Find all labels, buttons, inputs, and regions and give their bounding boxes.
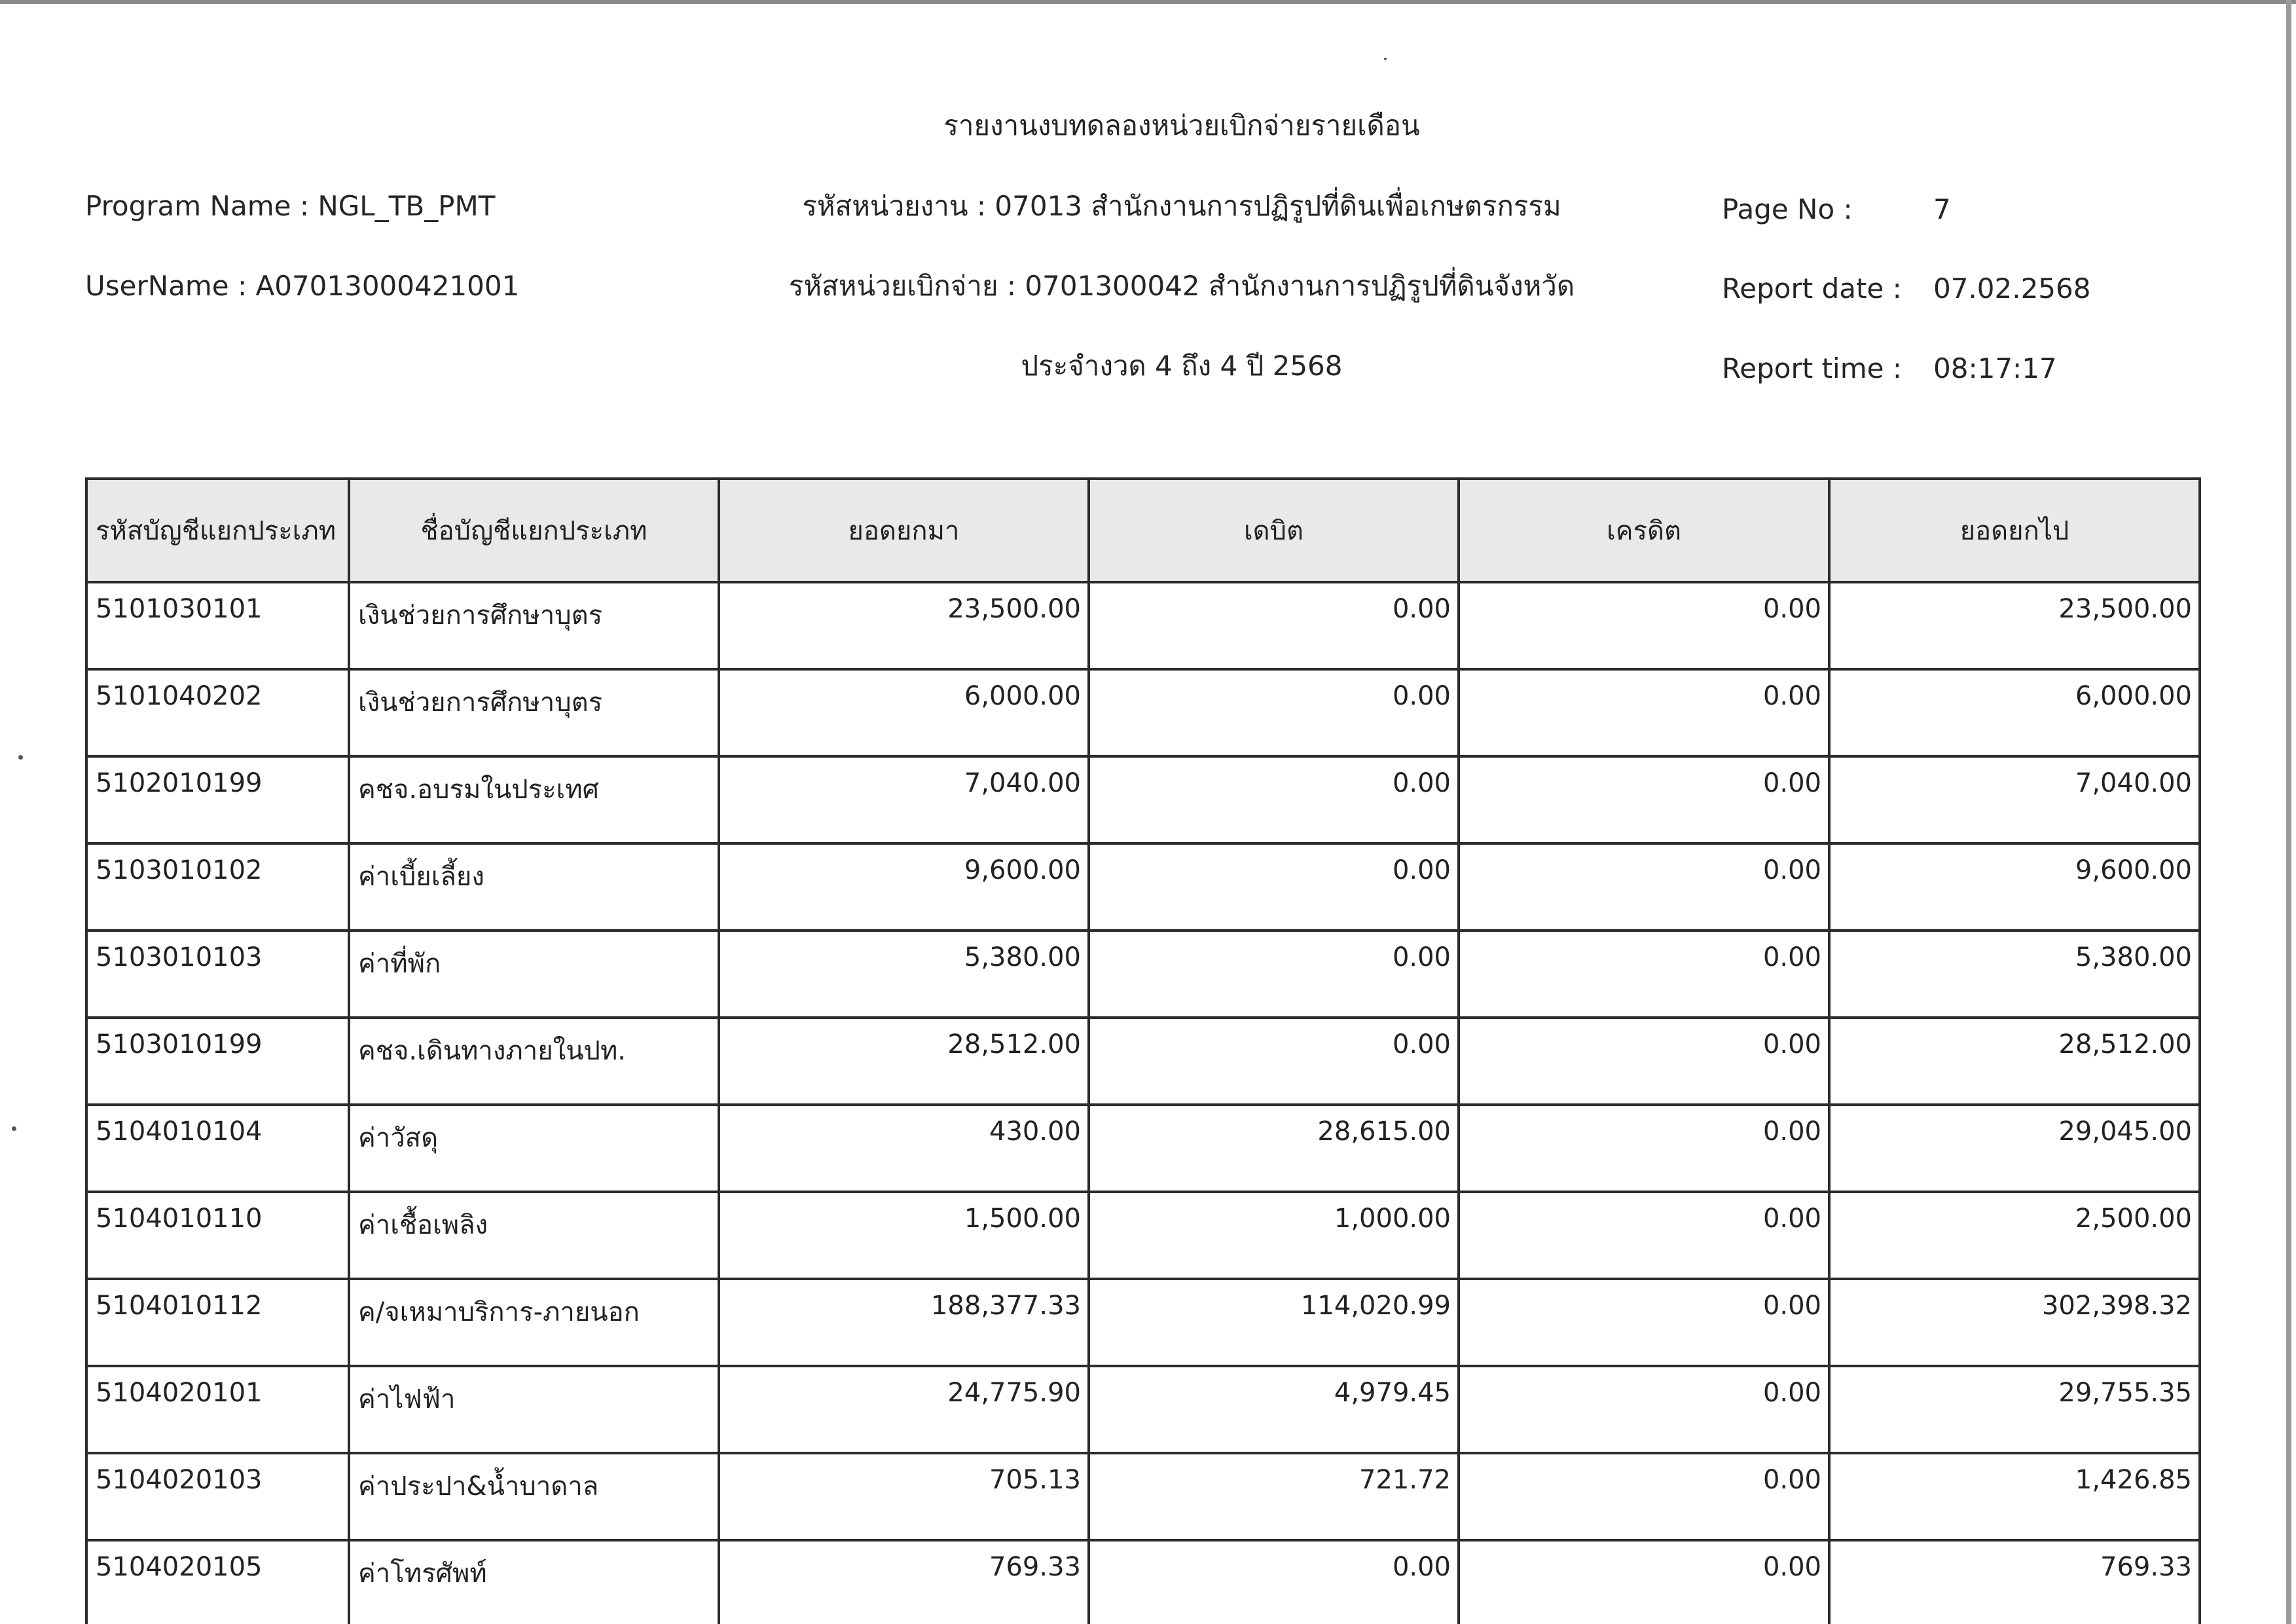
table-row bbox=[86, 843, 2200, 931]
account-code-cell: 5101030101 bbox=[86, 582, 349, 669]
closing-balance-cell: 769.33 bbox=[1829, 1540, 2200, 1624]
opening-balance-cell: 28,512.00 bbox=[719, 1018, 1089, 1105]
debit-cell: 721.72 bbox=[1089, 1453, 1459, 1540]
scan-speck bbox=[1384, 58, 1387, 60]
table-row bbox=[86, 1366, 2200, 1453]
page-no-value: 7 bbox=[1933, 193, 1951, 225]
account-code-cell: 5103010103 bbox=[86, 931, 349, 1018]
table-row bbox=[86, 582, 2200, 669]
disbursing-unit-code: รหัสหน่วยเบิกจ่าย : 0701300042 สำนักงานการปฏิรูปที่ดินจังหวัด bbox=[788, 270, 1575, 302]
scan-speck bbox=[18, 755, 23, 760]
debit-cell: 0.00 bbox=[1089, 843, 1459, 931]
account-code-cell: 5104010104 bbox=[86, 1105, 349, 1192]
account-name-cell: ค่าประปา&น้ำบาดาล bbox=[349, 1453, 719, 1540]
opening-balance-cell: 5,380.00 bbox=[719, 931, 1089, 1018]
debit-cell: 0.00 bbox=[1089, 756, 1459, 843]
credit-cell: 0.00 bbox=[1459, 1105, 1829, 1192]
credit-cell: 0.00 bbox=[1459, 1192, 1829, 1279]
table-row bbox=[86, 1018, 2200, 1105]
account-code-cell: 5101040202 bbox=[86, 669, 349, 756]
debit-cell: 0.00 bbox=[1089, 931, 1459, 1018]
header-account-name: ชื่อบัญชีแยกประเภท bbox=[349, 479, 719, 582]
account-name-cell: ค/จเหมาบริการ-ภายนอก bbox=[349, 1279, 719, 1366]
closing-balance-cell: 23,500.00 bbox=[1829, 582, 2200, 669]
report-time-label: Report time : bbox=[1722, 352, 1902, 384]
page-no-label: Page No : bbox=[1722, 193, 1853, 225]
table-row bbox=[86, 1279, 2200, 1366]
header-opening-balance: ยอดยกมา bbox=[719, 479, 1089, 582]
closing-balance-cell: 2,500.00 bbox=[1829, 1192, 2200, 1279]
opening-balance-cell: 7,040.00 bbox=[719, 756, 1089, 843]
debit-cell: 1,000.00 bbox=[1089, 1192, 1459, 1279]
opening-balance-cell: 24,775.90 bbox=[719, 1366, 1089, 1453]
closing-balance-cell: 28,512.00 bbox=[1829, 1018, 2200, 1105]
report-period: ประจำงวด 4 ถึง 4 ปี 2568 bbox=[1021, 350, 1343, 382]
opening-balance-cell: 769.33 bbox=[719, 1540, 1089, 1624]
debit-cell: 0.00 bbox=[1089, 669, 1459, 756]
credit-cell: 0.00 bbox=[1459, 1453, 1829, 1540]
credit-cell: 0.00 bbox=[1459, 1540, 1829, 1624]
scan-right-edge bbox=[2286, 0, 2291, 1624]
scan-speck bbox=[12, 1126, 16, 1131]
closing-balance-cell: 29,045.00 bbox=[1829, 1105, 2200, 1192]
debit-cell: 114,020.99 bbox=[1089, 1279, 1459, 1366]
credit-cell: 0.00 bbox=[1459, 669, 1829, 756]
table-body bbox=[86, 582, 2200, 1624]
scan-top-edge bbox=[0, 0, 2296, 4]
closing-balance-cell: 7,040.00 bbox=[1829, 756, 2200, 843]
credit-cell: 0.00 bbox=[1459, 931, 1829, 1018]
account-code-cell: 5104010110 bbox=[86, 1192, 349, 1279]
report-title: รายงานงบทดลองหน่วยเบิกจ่ายรายเดือน bbox=[943, 109, 1420, 141]
account-name-cell: ค่าโทรศัพท์ bbox=[349, 1540, 719, 1624]
account-code-cell: 5104020103 bbox=[86, 1453, 349, 1540]
closing-balance-cell: 29,755.35 bbox=[1829, 1366, 2200, 1453]
credit-cell: 0.00 bbox=[1459, 756, 1829, 843]
credit-cell: 0.00 bbox=[1459, 1279, 1829, 1366]
account-code-cell: 5104020101 bbox=[86, 1366, 349, 1453]
closing-balance-cell: 6,000.00 bbox=[1829, 669, 2200, 756]
account-name-cell: ค่าวัสดุ bbox=[349, 1105, 719, 1192]
opening-balance-cell: 1,500.00 bbox=[719, 1192, 1089, 1279]
header-closing-balance: ยอดยกไป bbox=[1829, 479, 2200, 582]
report-date-label: Report date : bbox=[1722, 272, 1902, 304]
account-name-cell: ค่าเชื้อเพลิง bbox=[349, 1192, 719, 1279]
credit-cell: 0.00 bbox=[1459, 582, 1829, 669]
trial-balance-table bbox=[85, 477, 2201, 1624]
report-date-value: 07.02.2568 bbox=[1933, 272, 2091, 304]
opening-balance-cell: 430.00 bbox=[719, 1105, 1089, 1192]
account-name-cell: คชจ.เดินทางภายในปท. bbox=[349, 1018, 719, 1105]
debit-cell: 4,979.45 bbox=[1089, 1366, 1459, 1453]
closing-balance-cell: 302,398.32 bbox=[1829, 1279, 2200, 1366]
opening-balance-cell: 6,000.00 bbox=[719, 669, 1089, 756]
account-code-cell: 5102010199 bbox=[86, 756, 349, 843]
opening-balance-cell: 705.13 bbox=[719, 1453, 1089, 1540]
debit-cell: 0.00 bbox=[1089, 1540, 1459, 1624]
table-row bbox=[86, 931, 2200, 1018]
table-row bbox=[86, 1105, 2200, 1192]
closing-balance-cell: 5,380.00 bbox=[1829, 931, 2200, 1018]
opening-balance-cell: 188,377.33 bbox=[719, 1279, 1089, 1366]
account-name-cell: ค่าไฟฟ้า bbox=[349, 1366, 719, 1453]
program-name: Program Name : NGL_TB_PMT bbox=[85, 190, 496, 222]
table-row bbox=[86, 756, 2200, 843]
table-row bbox=[86, 1540, 2200, 1624]
closing-balance-cell: 1,426.85 bbox=[1829, 1453, 2200, 1540]
opening-balance-cell: 23,500.00 bbox=[719, 582, 1089, 669]
account-name-cell: ค่าที่พัก bbox=[349, 931, 719, 1018]
credit-cell: 0.00 bbox=[1459, 1018, 1829, 1105]
credit-cell: 0.00 bbox=[1459, 1366, 1829, 1453]
account-name-cell: เงินช่วยการศึกษาบุตร bbox=[349, 669, 719, 756]
table-row bbox=[86, 669, 2200, 756]
table-row bbox=[86, 1453, 2200, 1540]
credit-cell: 0.00 bbox=[1459, 843, 1829, 931]
agency-code: รหัสหน่วยงาน : 07013 สำนักงานการปฏิรูปที่ดินเพื่อเกษตรกรรม bbox=[802, 190, 1561, 222]
opening-balance-cell: 9,600.00 bbox=[719, 843, 1089, 931]
debit-cell: 28,615.00 bbox=[1089, 1105, 1459, 1192]
report-time-value: 08:17:17 bbox=[1933, 352, 2057, 384]
account-code-cell: 5104010112 bbox=[86, 1279, 349, 1366]
account-name-cell: คชจ.อบรมในประเทศ bbox=[349, 756, 719, 843]
user-name: UserName : A07013000421001 bbox=[85, 270, 520, 302]
debit-cell: 0.00 bbox=[1089, 582, 1459, 669]
account-code-cell: 5103010199 bbox=[86, 1018, 349, 1105]
closing-balance-cell: 9,600.00 bbox=[1829, 843, 2200, 931]
account-code-cell: 5103010102 bbox=[86, 843, 349, 931]
header-debit: เดบิต bbox=[1089, 479, 1459, 582]
debit-cell: 0.00 bbox=[1089, 1018, 1459, 1105]
account-name-cell: ค่าเบี้ยเลี้ยง bbox=[349, 843, 719, 931]
header-credit: เครดิต bbox=[1459, 479, 1829, 582]
account-code-cell: 5104020105 bbox=[86, 1540, 349, 1624]
table-row bbox=[86, 1192, 2200, 1279]
table-header-row bbox=[86, 479, 2200, 582]
header-account-code: รหัสบัญชีแยกประเภท bbox=[86, 479, 349, 582]
account-name-cell: เงินช่วยการศึกษาบุตร bbox=[349, 582, 719, 669]
